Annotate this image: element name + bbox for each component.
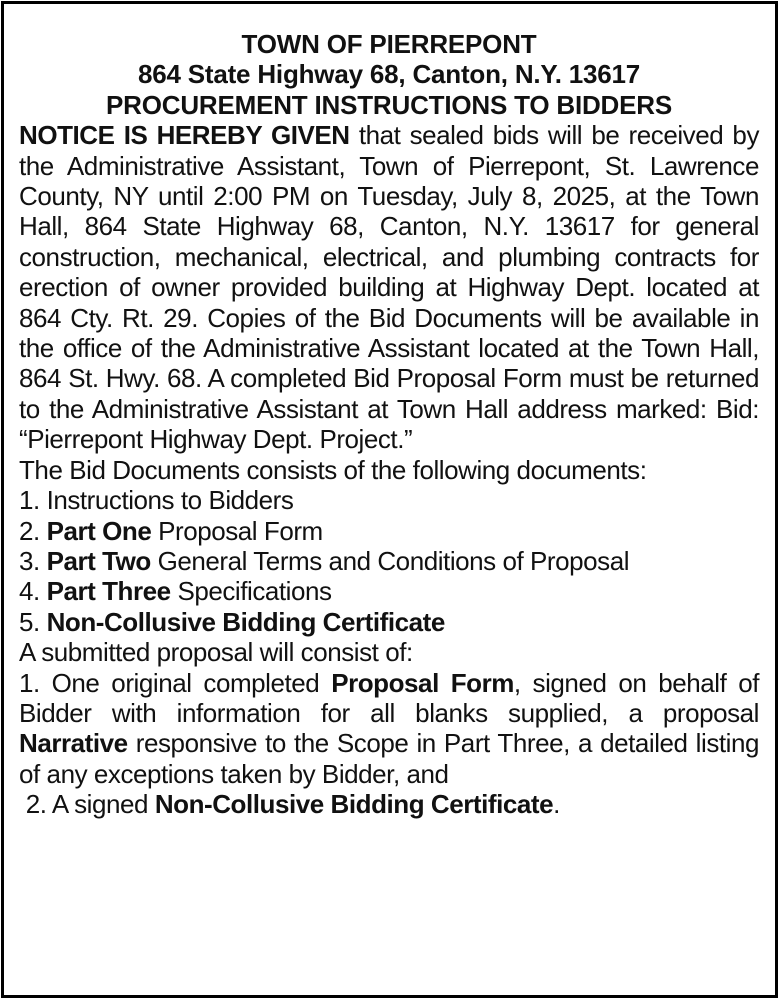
- notice-lead: NOTICE IS HEREBY GIVEN: [19, 120, 350, 151]
- notice-header-town: TOWN OF PIERREPONT: [241, 29, 537, 59]
- proposal-item-1: 1. One original completed Proposal Form, signed on behalf of Bidder with information for all blanks supplied, a proposal Narrative responsive to the Scope in Part Three, a detailed listing of any exceptions taken by Bidder, and: [19, 667, 760, 789]
- notice-content: [19, 29, 759, 820]
- document-item-4: 4. Part Three Specifications: [19, 576, 332, 607]
- notice-intro-body: that sealed bids will be received by the Administrative Assistant, Town of Pierrepont, St. Lawrence County, NY until 2:00 PM on Tuesday, July 8, 2025, at the Town Hall, 864 State Highway 68, Canton, N.Y. 13617 for general construction, mechanical, electrical, and plumbing contracts for erection of owner provided building at Highway Dept. located at 864 Cty. Rt. 29. Copies of the Bid Documents will be available in the office of the Administrative Assistant located at the Town Hall, 864 St. Hwy. 68. A completed Bid Proposal Form must be returned to the Administrative Assistant at Town Hall address marked: Bid: “Pierrepont Highway Dept. Project.”: [19, 120, 759, 455]
- proposal-item-2: 2. A signed Non-Collusive Bidding Certificate.: [19, 789, 560, 820]
- notice-header-address: 864 State Highway 68, Canton, N.Y. 13617: [137, 59, 641, 90]
- notice-intro-paragraph: [19, 120, 759, 454]
- proposal-intro: A submitted proposal will consist of:: [19, 637, 413, 668]
- notice-heading: PROCUREMENT INSTRUCTIONS TO BIDDERS: [106, 89, 672, 120]
- documents-list: [19, 485, 759, 637]
- document-item-1: 1. Instructions to Bidders: [19, 485, 294, 516]
- document-item-5: 5. Non-Collusive Bidding Certificate: [19, 606, 445, 637]
- document-item-2: 2. Part One Proposal Form: [19, 515, 323, 546]
- documents-intro: The Bid Documents consists of the following documents:: [19, 454, 647, 485]
- document-item-3: 3. Part Two General Terms and Conditions of Proposal: [19, 545, 630, 576]
- legal-notice-box: [1, 1, 778, 998]
